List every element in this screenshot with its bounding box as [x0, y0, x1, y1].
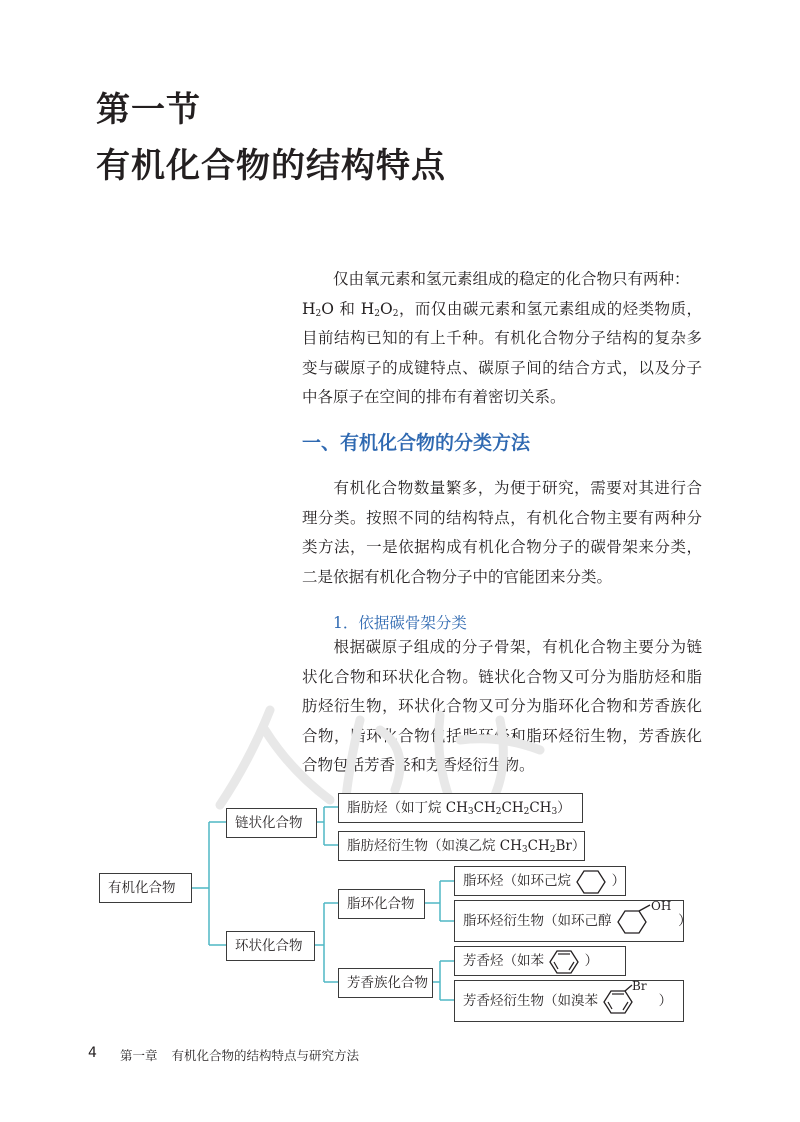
node-aromatic-derivative: 芳香烃衍生物（如溴苯 Br ）	[454, 980, 684, 1022]
node-aliphatic-derivative: 脂肪烃衍生物（如溴乙烷 $CH_3CH_2Br$）	[338, 831, 585, 861]
subheading-carbon-skeleton: 1．依据碳骨架分类	[333, 614, 467, 632]
carbon-skeleton-paragraph: 根据碳原子组成的分子骨架，有机化合物主要分为链状化合物和环状化合物。链状化合物又可分为脂肪烃和脂肪烃衍生物，环状化合物又可分为脂环化合物和芳香族化合物，脂环化合物包括脂环烃和脂环烃衍生物，芳香族化合物包括芳香烃和芳香烃衍生物。	[302, 638, 702, 774]
benzene-icon	[548, 949, 580, 975]
intro-part1: 仅由氧元素和氢元素组成的稳定的化合物只有两种：	[333, 270, 690, 288]
classification-paragraph: 有机化合物数量繁多，为便于研究，需要对其进行合理分类。按照不同的结构特点，有机化合物主要有两种分类方法，一是依据构成有机化合物分子的碳骨架来分类，二是依据有机化合物分子中的官能团来分类。	[302, 479, 702, 586]
hydroxyl-label: OH	[650, 900, 672, 913]
footer-chapter-label: 第一章	[120, 1048, 158, 1063]
intro-part2: ，而仅由碳元素和氢元素组成的烃类物质，目前结构已知的有上千种。有机化合物分子结构的复杂多变与碳原子的成键特点、碳原子间的结合方式，以及分子中各原子在空间的排布有着密切关系。	[302, 299, 702, 406]
footer-page-number: 4	[88, 1045, 97, 1061]
node-alicyclic-compounds: 脂环化合物	[338, 889, 425, 919]
node-aromatic-compounds: 芳香族化合物	[338, 968, 433, 998]
node-alicyclic-derivative: 脂环烃衍生物（如环己醇 OH ）	[454, 900, 684, 942]
node-cyclic-compounds: 环状化合物	[226, 931, 315, 961]
section-title: 有机化合物的结构特点	[96, 146, 446, 186]
node-aliphatic-hydrocarbon: 脂肪烃（如丁烷 $CH_3CH_2CH_2CH_3$）	[338, 793, 583, 823]
node-organic-compounds: 有机化合物	[99, 873, 192, 903]
node-aromatic-hydrocarbon: 芳香烃（如苯 ）	[454, 946, 626, 976]
heading-classification: 一、有机化合物的分类方法	[302, 432, 531, 454]
node-alicyclic-hydrocarbon: 脂环烃（如环己烷 ）	[454, 866, 626, 896]
section-number: 第一节	[96, 90, 201, 130]
footer-chapter-title: 有机化合物的结构特点与研究方法	[171, 1048, 360, 1063]
bromine-label: Br	[632, 980, 647, 993]
node-chain-compounds: 链状化合物	[226, 808, 317, 838]
cyclohexane-icon	[575, 869, 607, 895]
h2o-formula: $H_2O$ 和 $H_2O_2$	[302, 299, 399, 319]
cyclohexanol-icon	[616, 901, 674, 935]
footer-chapter	[120, 1046, 359, 1064]
bromobenzene-icon	[602, 981, 654, 1015]
